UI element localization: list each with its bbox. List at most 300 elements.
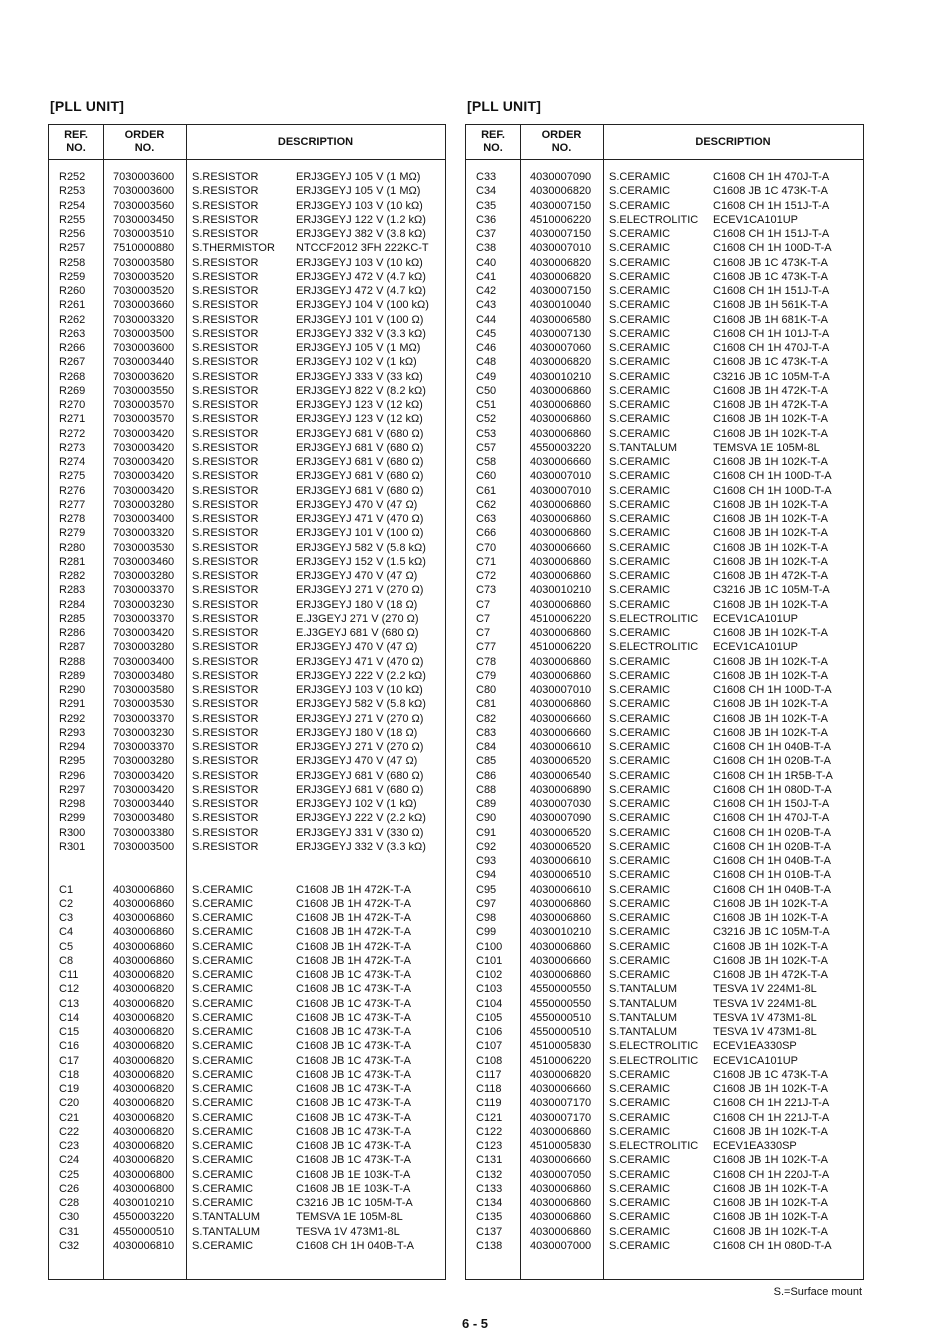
part-spec-cell: C1608 JB 1C 473K-T-A xyxy=(296,1140,411,1152)
order-no-cell: 7030003370 xyxy=(113,612,175,625)
ref-no-cell: C103 xyxy=(476,983,503,996)
part-type-cell: S.TANTALUM xyxy=(192,1211,261,1224)
order-no-cell: 4550000550 xyxy=(530,983,592,996)
order-no-cell: 4030006860 xyxy=(530,940,592,953)
part-spec-cell: ERJ3GEYJ 681 V (680 Ω) xyxy=(296,470,424,483)
part-type-cell: S.RESISTOR xyxy=(192,798,259,810)
part-spec-cell: C1608 JB 1C 473K-T-A xyxy=(296,997,411,1010)
order-no-cell: 4030010210 xyxy=(530,584,592,597)
order-no-cell: 4030006820 xyxy=(113,983,175,996)
part-type-cell: S.CERAMIC xyxy=(609,1154,671,1167)
part-type-cell: S.CERAMIC xyxy=(609,1097,671,1110)
part-type-cell: S.RESISTOR xyxy=(192,669,259,682)
order-no-cell: 4030007150 xyxy=(530,199,592,212)
part-type-cell: S.CERAMIC xyxy=(609,584,671,597)
ref-no-cell: R279 xyxy=(59,527,86,540)
order-no-cell: 4030007170 xyxy=(530,1097,592,1110)
ref-no-cell: C40 xyxy=(476,256,497,269)
ref-no-cell: C45 xyxy=(476,327,497,340)
ref-no-cell: C43 xyxy=(476,299,497,312)
table-row xyxy=(49,498,445,512)
table-row xyxy=(49,412,445,426)
part-type-cell: S.CERAMIC xyxy=(609,926,671,939)
ref-no-cell: R291 xyxy=(59,698,86,711)
ref-no-cell: R288 xyxy=(59,655,86,668)
table-row xyxy=(49,925,445,939)
order-no-cell: 4030007010 xyxy=(530,470,592,483)
ref-no-cell: C8 xyxy=(59,954,74,967)
table-row xyxy=(49,811,445,825)
part-type-cell: S.CERAMIC xyxy=(609,627,671,639)
table-row xyxy=(466,1182,863,1196)
part-type-cell: S.RESISTOR xyxy=(192,370,259,383)
table-row xyxy=(466,170,863,184)
part-type-cell: S.CERAMIC xyxy=(192,969,254,981)
part-spec-cell: C1608 JB 1C 473K-T-A xyxy=(296,969,411,981)
part-spec-cell: E.J3GEYJ 681 V (680 Ω) xyxy=(296,627,419,639)
table-row xyxy=(466,854,863,868)
part-spec-cell: C1608 JB 1H 102K-T-A xyxy=(713,897,828,910)
part-spec-cell: C1608 CH 1H 080D-T-A xyxy=(713,783,832,796)
part-spec-cell: C1608 JB 1H 102K-T-A xyxy=(713,427,828,440)
order-no-cell: 7030003230 xyxy=(113,598,175,611)
part-spec-cell: ERJ3GEYJ 105 V (1 MΩ) xyxy=(296,342,421,354)
ref-no-cell: R287 xyxy=(59,641,86,654)
part-spec-cell: ERJ3GEYJ 582 V (5.8 kΩ) xyxy=(296,541,426,554)
table-row xyxy=(49,427,445,441)
order-no-cell: 4030006520 xyxy=(530,826,592,839)
ref-no-cell: C98 xyxy=(476,912,497,924)
part-type-cell: S.CERAMIC xyxy=(192,954,254,967)
part-type-cell: S.CERAMIC xyxy=(609,826,671,839)
part-spec-cell: C1608 CH 1H 040B-T-A xyxy=(713,741,831,753)
table-row xyxy=(466,355,863,369)
order-no-cell: 7030003580 xyxy=(113,684,175,696)
table-row xyxy=(49,683,445,697)
order-no-cell: 4030006860 xyxy=(113,954,175,967)
order-no-cell: 4030006610 xyxy=(530,883,592,896)
order-no-cell: 4030006820 xyxy=(113,1154,175,1167)
part-spec-cell: ERJ3GEYJ 332 V (3.3 kΩ) xyxy=(296,327,426,340)
table-row xyxy=(49,569,445,583)
part-type-cell: S.RESISTOR xyxy=(192,527,259,540)
part-spec-cell: C1608 CH 1H 1R5B-T-A xyxy=(713,769,833,782)
part-spec-cell: ERJ3GEYJ 102 V (1 kΩ) xyxy=(296,798,417,810)
ref-no-cell: C137 xyxy=(476,1225,503,1238)
order-no-cell: 4030007010 xyxy=(530,242,592,255)
ref-no-cell: C32 xyxy=(59,1239,80,1252)
part-type-cell: S.CERAMIC xyxy=(609,883,671,896)
table-row xyxy=(49,199,445,213)
order-no-cell: 4030010210 xyxy=(530,926,592,939)
part-type-cell: S.CERAMIC xyxy=(609,228,671,240)
order-no-cell: 4030006860 xyxy=(530,655,592,668)
part-spec-cell: ECEV1CA101UP xyxy=(713,213,798,226)
part-spec-cell: C1608 CH 1H 470J-T-A xyxy=(713,342,830,354)
part-spec-cell: ERJ3GEYJ 681 V (680 Ω) xyxy=(296,783,424,796)
order-no-cell: 4030006860 xyxy=(530,1225,592,1238)
part-spec-cell: C1608 JB 1C 473K-T-A xyxy=(296,1097,411,1110)
part-spec-cell: ERJ3GEYJ 104 V (100 kΩ) xyxy=(296,299,429,312)
ref-no-cell: C52 xyxy=(476,413,497,426)
part-type-cell: S.CERAMIC xyxy=(192,1125,254,1138)
ref-no-cell: C18 xyxy=(59,1068,80,1081)
ref-no-cell: R253 xyxy=(59,185,86,198)
ref-no-cell: C108 xyxy=(476,1054,503,1067)
table-row xyxy=(49,797,445,811)
table-row xyxy=(49,940,445,954)
part-spec-cell: C1608 JB 1C 473K-T-A xyxy=(713,185,828,198)
table-row xyxy=(49,469,445,483)
order-no-cell: 4030006820 xyxy=(113,1054,175,1067)
table-row xyxy=(466,1139,863,1153)
part-type-cell: S.RESISTOR xyxy=(192,684,259,696)
ref-no-cell: C73 xyxy=(476,584,497,597)
part-spec-cell: C1608 JB 1H 472K-T-A xyxy=(296,940,411,953)
order-no-cell: 4550000550 xyxy=(530,997,592,1010)
ref-no-cell: C138 xyxy=(476,1239,503,1252)
part-type-cell: S.RESISTOR xyxy=(192,171,259,183)
ref-no-cell: C72 xyxy=(476,570,497,582)
part-spec-cell: ERJ3GEYJ 105 V (1 MΩ) xyxy=(296,171,421,183)
ref-no-cell: C77 xyxy=(476,641,497,654)
part-spec-cell: ERJ3GEYJ 271 V (270 Ω) xyxy=(296,584,424,597)
left-parts-table xyxy=(48,124,446,1280)
part-spec-cell: ECEV1CA101UP xyxy=(713,612,798,625)
ref-no-cell: C26 xyxy=(59,1182,80,1195)
blank-row xyxy=(49,854,445,868)
part-type-cell: S.ELECTROLITIC xyxy=(609,213,699,226)
left-section-title: [PLL UNIT] xyxy=(50,98,125,114)
ref-no-cell: R252 xyxy=(59,171,86,183)
ref-no-cell: C71 xyxy=(476,555,497,568)
ref-no-cell: C15 xyxy=(59,1026,80,1038)
part-type-cell: S.RESISTOR xyxy=(192,199,259,212)
table-row xyxy=(466,1054,863,1068)
order-no-cell: 7030003560 xyxy=(113,199,175,212)
table-row xyxy=(466,1196,863,1210)
part-type-cell: S.CERAMIC xyxy=(609,1197,671,1209)
part-type-cell: S.RESISTOR xyxy=(192,840,259,853)
part-spec-cell: ERJ3GEYJ 331 V (330 Ω) xyxy=(296,826,424,839)
part-spec-cell: ECEV1EA330SP xyxy=(713,1140,797,1152)
ref-no-cell: C33 xyxy=(476,171,497,183)
ref-no-cell: C28 xyxy=(59,1197,80,1209)
part-spec-cell: C1608 CH 1H 150J-T-A xyxy=(713,798,830,810)
part-type-cell: S.CERAMIC xyxy=(192,1140,254,1152)
table-row xyxy=(49,1210,445,1224)
order-no-cell: 7030003420 xyxy=(113,470,175,483)
table-row xyxy=(49,227,445,241)
part-type-cell: S.RESISTOR xyxy=(192,384,259,397)
part-type-cell: S.CERAMIC xyxy=(609,527,671,540)
part-spec-cell: ERJ3GEYJ 470 V (47 Ω) xyxy=(296,570,418,582)
order-no-cell: 7030003660 xyxy=(113,299,175,312)
order-no-cell: 4550003220 xyxy=(113,1211,175,1224)
ref-no-cell: C135 xyxy=(476,1211,503,1224)
ref-no-cell: C46 xyxy=(476,342,497,354)
part-spec-cell: ERJ3GEYJ 472 V (4.7 kΩ) xyxy=(296,270,426,283)
table-row xyxy=(466,968,863,982)
ref-no-cell: C101 xyxy=(476,954,503,967)
part-spec-cell: C1608 JB 1H 102K-T-A xyxy=(713,1083,828,1095)
table-row xyxy=(466,199,863,213)
part-spec-cell: C1608 CH 1H 151J-T-A xyxy=(713,228,830,240)
part-spec-cell: ERJ3GEYJ 382 V (3.8 kΩ) xyxy=(296,228,426,240)
part-spec-cell: ERJ3GEYJ 123 V (12 kΩ) xyxy=(296,413,423,426)
table-row xyxy=(466,1168,863,1182)
part-spec-cell: C1608 CH 1H 020B-T-A xyxy=(713,840,831,853)
table-row xyxy=(466,1011,863,1025)
table-row xyxy=(466,469,863,483)
table-row xyxy=(49,769,445,783)
part-type-cell: S.RESISTOR xyxy=(192,213,259,226)
order-no-cell: 4030006520 xyxy=(530,755,592,768)
part-type-cell: S.TANTALUM xyxy=(609,997,678,1010)
part-type-cell: S.CERAMIC xyxy=(192,897,254,910)
blank-row xyxy=(49,868,445,882)
table-row xyxy=(466,1039,863,1053)
ref-no-cell: C20 xyxy=(59,1097,80,1110)
part-spec-cell: C1608 JB 1H 472K-T-A xyxy=(713,384,828,397)
part-type-cell: S.RESISTOR xyxy=(192,655,259,668)
part-spec-cell: C1608 JB 1H 102K-T-A xyxy=(713,627,828,639)
table-row xyxy=(49,1111,445,1125)
part-type-cell: S.CERAMIC xyxy=(609,484,671,497)
part-type-cell: S.CERAMIC xyxy=(609,840,671,853)
part-spec-cell: C3216 JB 1C 105M-T-A xyxy=(713,926,830,939)
order-no-cell: 4030006800 xyxy=(113,1182,175,1195)
part-type-cell: S.CERAMIC xyxy=(609,684,671,696)
part-spec-cell: ECEV1CA101UP xyxy=(713,641,798,654)
part-spec-cell: C3216 JB 1C 105M-T-A xyxy=(713,584,830,597)
table-row xyxy=(466,783,863,797)
part-type-cell: S.RESISTOR xyxy=(192,299,259,312)
ref-no-cell: C102 xyxy=(476,969,503,981)
table-row xyxy=(466,997,863,1011)
table-row xyxy=(466,1025,863,1039)
part-spec-cell: E.J3GEYJ 271 V (270 Ω) xyxy=(296,612,419,625)
table-row xyxy=(466,769,863,783)
part-type-cell: S.CERAMIC xyxy=(609,313,671,326)
ref-no-cell: C13 xyxy=(59,997,80,1010)
ref-no-cell: C86 xyxy=(476,769,497,782)
ref-no-cell: C80 xyxy=(476,684,497,696)
ref-no-cell: R255 xyxy=(59,213,86,226)
part-type-cell: S.TANTALUM xyxy=(192,1225,261,1238)
part-type-cell: S.CERAMIC xyxy=(192,1097,254,1110)
part-spec-cell: ERJ3GEYJ 222 V (2.2 kΩ) xyxy=(296,669,426,682)
ref-no-cell: R260 xyxy=(59,285,86,297)
part-spec-cell: ERJ3GEYJ 471 V (470 Ω) xyxy=(296,655,424,668)
order-no-cell: 7030003620 xyxy=(113,370,175,383)
ref-no-cell: C31 xyxy=(59,1225,80,1238)
order-no-cell: 4030006860 xyxy=(530,598,592,611)
part-type-cell: S.CERAMIC xyxy=(609,199,671,212)
part-type-cell: S.RESISTOR xyxy=(192,584,259,597)
order-no-cell: 4030006820 xyxy=(113,1111,175,1124)
table-row xyxy=(49,1025,445,1039)
ref-no-cell: C91 xyxy=(476,826,497,839)
order-no-cell: 4510006220 xyxy=(530,641,592,654)
part-type-cell: S.RESISTOR xyxy=(192,627,259,639)
part-type-cell: S.RESISTOR xyxy=(192,555,259,568)
ref-no-cell: C97 xyxy=(476,897,497,910)
table-row xyxy=(49,1139,445,1153)
ref-no-cell: R284 xyxy=(59,598,86,611)
table-row xyxy=(49,840,445,854)
table-row xyxy=(466,213,863,227)
part-type-cell: S.CERAMIC xyxy=(609,1111,671,1124)
order-no-cell: 4030006860 xyxy=(530,912,592,924)
order-no-cell: 4030006860 xyxy=(530,897,592,910)
part-type-cell: S.RESISTOR xyxy=(192,427,259,440)
part-type-cell: S.CERAMIC xyxy=(609,498,671,511)
ref-no-cell: C37 xyxy=(476,228,497,240)
order-no-cell: 4030006540 xyxy=(530,769,592,782)
order-no-cell: 4030007060 xyxy=(530,342,592,354)
part-spec-cell: C1608 CH 1H 101J-T-A xyxy=(713,327,830,340)
part-type-cell: S.CERAMIC xyxy=(609,1168,671,1181)
order-no-cell: 4030006820 xyxy=(113,1140,175,1152)
ref-no-cell: R280 xyxy=(59,541,86,554)
order-no-cell: 7030003280 xyxy=(113,570,175,582)
order-no-cell: 7030003380 xyxy=(113,826,175,839)
part-type-cell: S.RESISTOR xyxy=(192,313,259,326)
part-spec-cell: ERJ3GEYJ 470 V (47 Ω) xyxy=(296,498,418,511)
part-type-cell: S.CERAMIC xyxy=(192,1011,254,1024)
table-row xyxy=(466,612,863,626)
part-type-cell: S.CERAMIC xyxy=(609,769,671,782)
part-type-cell: S.CERAMIC xyxy=(192,912,254,924)
table-row xyxy=(49,298,445,312)
order-no-cell: 7030003450 xyxy=(113,213,175,226)
part-type-cell: S.RESISTOR xyxy=(192,270,259,283)
ref-no-cell: C58 xyxy=(476,456,497,468)
part-spec-cell: C1608 CH 1H 151J-T-A xyxy=(713,285,830,297)
order-no-cell: 4030006660 xyxy=(530,1083,592,1095)
part-spec-cell: ERJ3GEYJ 332 V (3.3 kΩ) xyxy=(296,840,426,853)
table-row xyxy=(49,512,445,526)
part-spec-cell: TEMSVA 1E 105M-8L xyxy=(296,1211,403,1224)
part-spec-cell: C1608 JB 1H 102K-T-A xyxy=(713,498,828,511)
table-row xyxy=(49,355,445,369)
ref-no-cell: C106 xyxy=(476,1026,503,1038)
order-no-cell: 4030006820 xyxy=(113,969,175,981)
ref-no-cell: R272 xyxy=(59,427,86,440)
part-type-cell: S.TANTALUM xyxy=(609,983,678,996)
part-type-cell: S.CERAMIC xyxy=(192,1154,254,1167)
ref-no-cell: R290 xyxy=(59,684,86,696)
header-description: DESCRIPTION xyxy=(277,135,354,148)
table-row xyxy=(49,384,445,398)
part-type-cell: S.CERAMIC xyxy=(609,855,671,867)
part-type-cell: S.RESISTOR xyxy=(192,256,259,269)
part-type-cell: S.CERAMIC xyxy=(192,1026,254,1038)
ref-no-cell: C5 xyxy=(59,940,74,953)
table-row xyxy=(466,840,863,854)
ref-no-cell: R278 xyxy=(59,513,86,525)
ref-no-cell: C17 xyxy=(59,1054,80,1067)
header-ref-no: REF. NO. xyxy=(64,129,88,154)
order-no-cell: 4030006820 xyxy=(530,1068,592,1081)
part-spec-cell: C1608 CH 1H 470J-T-A xyxy=(713,812,830,825)
part-spec-cell: C1608 JB 1H 472K-T-A xyxy=(296,883,411,896)
order-no-cell: 4030006580 xyxy=(530,313,592,326)
table-row xyxy=(466,868,863,882)
order-no-cell: 7030003280 xyxy=(113,641,175,654)
order-no-cell: 4030006820 xyxy=(530,356,592,369)
part-type-cell: S.CERAMIC xyxy=(609,171,671,183)
order-no-cell: 4030006660 xyxy=(530,726,592,739)
ref-no-cell: C30 xyxy=(59,1211,80,1224)
part-type-cell: S.CERAMIC xyxy=(609,456,671,468)
part-type-cell: S.CERAMIC xyxy=(192,1182,254,1195)
part-type-cell: S.CERAMIC xyxy=(192,1083,254,1095)
table-row xyxy=(466,1153,863,1167)
part-spec-cell: ERJ3GEYJ 271 V (270 Ω) xyxy=(296,712,424,725)
part-type-cell: S.CERAMIC xyxy=(192,883,254,896)
order-no-cell: 4510006220 xyxy=(530,213,592,226)
part-type-cell: S.CERAMIC xyxy=(609,1211,671,1224)
part-type-cell: S.CERAMIC xyxy=(609,327,671,340)
part-spec-cell: C1608 JB 1H 102K-T-A xyxy=(713,555,828,568)
ref-no-cell: C94 xyxy=(476,869,497,882)
part-type-cell: S.CERAMIC xyxy=(609,869,671,882)
part-type-cell: S.CERAMIC xyxy=(609,299,671,312)
ref-no-cell: R266 xyxy=(59,342,86,354)
part-type-cell: S.RESISTOR xyxy=(192,342,259,354)
order-no-cell: 4030006510 xyxy=(530,869,592,882)
order-no-cell: 4030007010 xyxy=(530,484,592,497)
ref-no-cell: R258 xyxy=(59,256,86,269)
part-type-cell: S.ELECTROLITIC xyxy=(609,1040,699,1053)
ref-no-cell: C21 xyxy=(59,1111,80,1124)
right-section-title: [PLL UNIT] xyxy=(467,98,542,114)
part-type-cell: S.RESISTOR xyxy=(192,698,259,711)
part-spec-cell: C1608 JB 1H 102K-T-A xyxy=(713,541,828,554)
table-row xyxy=(466,826,863,840)
table-row xyxy=(466,284,863,298)
ref-no-cell: C90 xyxy=(476,812,497,825)
order-no-cell: 4030006860 xyxy=(530,969,592,981)
table-row xyxy=(466,954,863,968)
part-type-cell: S.RESISTOR xyxy=(192,456,259,468)
part-type-cell: S.CERAMIC xyxy=(192,940,254,953)
table-row xyxy=(466,270,863,284)
part-type-cell: S.CERAMIC xyxy=(609,541,671,554)
ref-no-cell: C82 xyxy=(476,712,497,725)
order-no-cell: 7030003400 xyxy=(113,513,175,525)
part-spec-cell: C1608 JB 1H 102K-T-A xyxy=(713,527,828,540)
order-no-cell: 4030006860 xyxy=(113,883,175,896)
order-no-cell: 4030006860 xyxy=(530,698,592,711)
order-no-cell: 7030003480 xyxy=(113,812,175,825)
order-no-cell: 7030003400 xyxy=(113,655,175,668)
part-type-cell: S.CERAMIC xyxy=(609,969,671,981)
part-spec-cell: C1608 JB 1H 102K-T-A xyxy=(713,598,828,611)
order-no-cell: 4030006860 xyxy=(530,399,592,411)
order-no-cell: 7510000880 xyxy=(113,242,175,255)
order-no-cell: 7030003480 xyxy=(113,669,175,682)
table-row xyxy=(49,968,445,982)
ref-no-cell: R269 xyxy=(59,384,86,397)
part-spec-cell: ERJ3GEYJ 681 V (680 Ω) xyxy=(296,456,424,468)
table-row xyxy=(466,412,863,426)
order-no-cell: 7030003420 xyxy=(113,441,175,454)
order-no-cell: 4030007090 xyxy=(530,171,592,183)
ref-no-cell: R286 xyxy=(59,627,86,639)
